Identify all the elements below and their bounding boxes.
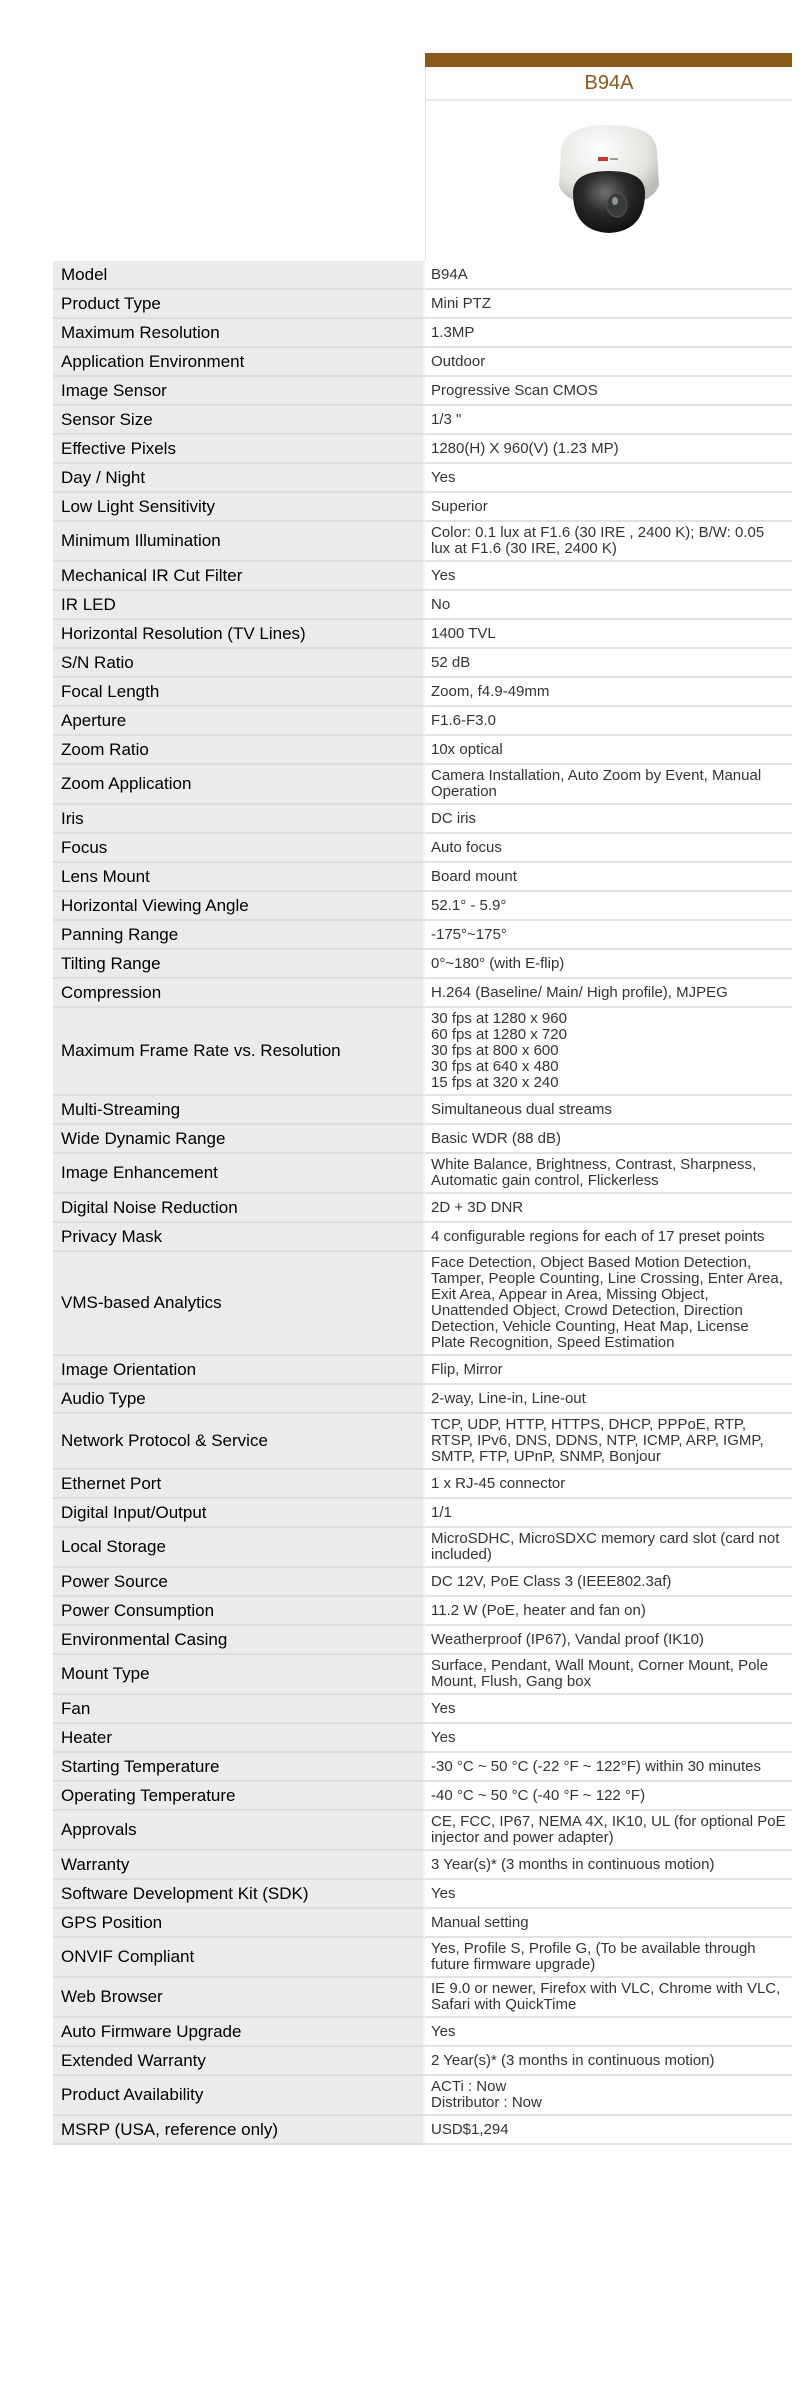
spec-value: Yes — [425, 562, 792, 591]
spec-row — [53, 261, 792, 290]
spec-label: IR LED — [53, 591, 425, 620]
spec-label: Lens Mount — [53, 863, 425, 892]
spec-label: Digital Input/Output — [53, 1499, 425, 1528]
spec-label: Auto Firmware Upgrade — [53, 2018, 425, 2047]
spec-value: Yes — [425, 464, 792, 493]
spec-row — [53, 736, 792, 765]
spec-label: Warranty — [53, 1851, 425, 1880]
spec-value: 2 Year(s)* (3 months in continuous motion) — [425, 2047, 792, 2076]
spec-value: DC iris — [425, 805, 792, 834]
spec-row — [53, 1811, 792, 1851]
spec-label: Product Type — [53, 290, 425, 319]
spec-row — [53, 1597, 792, 1626]
spec-row — [53, 1470, 792, 1499]
spec-label: Aperture — [53, 707, 425, 736]
spec-row — [53, 406, 792, 435]
spec-label: Image Orientation — [53, 1356, 425, 1385]
spec-label: Audio Type — [53, 1385, 425, 1414]
spec-value: 3 Year(s)* (3 months in continuous motion) — [425, 1851, 792, 1880]
spec-value: 0°~180° (with E-flip) — [425, 950, 792, 979]
spec-label: Focal Length — [53, 678, 425, 707]
spec-row — [53, 950, 792, 979]
spec-value: Yes — [425, 1724, 792, 1753]
spec-label: Horizontal Viewing Angle — [53, 892, 425, 921]
spec-row — [53, 464, 792, 493]
spec-row — [53, 1753, 792, 1782]
spec-label: Zoom Application — [53, 765, 425, 805]
spec-row — [53, 319, 792, 348]
spec-row — [53, 1568, 792, 1597]
dome-camera-image[interactable] — [553, 123, 665, 235]
spec-row — [53, 1938, 792, 1978]
spec-label: Maximum Resolution — [53, 319, 425, 348]
spec-label: Sensor Size — [53, 406, 425, 435]
spec-value: Progressive Scan CMOS — [425, 377, 792, 406]
spec-value: Mini PTZ — [425, 290, 792, 319]
spec-row — [53, 493, 792, 522]
spec-row — [53, 1655, 792, 1695]
spec-value: Camera Installation, Auto Zoom by Event, Manual Operation — [425, 765, 792, 805]
spec-row — [53, 1880, 792, 1909]
spec-row — [53, 290, 792, 319]
header-bar-row — [53, 53, 792, 67]
spec-label: Ethernet Port — [53, 1470, 425, 1499]
spec-label: Wide Dynamic Range — [53, 1125, 425, 1154]
spec-value: MicroSDHC, MicroSDXC memory card slot (card not included) — [425, 1528, 792, 1568]
spec-value: H.264 (Baseline/ Main/ High profile), MJPEG — [425, 979, 792, 1008]
spec-value: -175°~175° — [425, 921, 792, 950]
spec-label: Power Source — [53, 1568, 425, 1597]
spec-value: Color: 0.1 lux at F1.6 (30 IRE , 2400 K); B/W: 0.05 lux at F1.6 (30 IRE, 2400 K) — [425, 522, 792, 562]
spec-label: Minimum Illumination — [53, 522, 425, 562]
spec-label: Mount Type — [53, 1655, 425, 1695]
spec-value: Outdoor — [425, 348, 792, 377]
spec-row — [53, 649, 792, 678]
spec-row — [53, 1978, 792, 2018]
spec-row — [53, 805, 792, 834]
spec-label: Low Light Sensitivity — [53, 493, 425, 522]
spec-value: 1/3 " — [425, 406, 792, 435]
spec-value: 2-way, Line-in, Line-out — [425, 1385, 792, 1414]
spec-row — [53, 1356, 792, 1385]
spec-value: Yes — [425, 1880, 792, 1909]
spec-label: Heater — [53, 1724, 425, 1753]
spec-row — [53, 1851, 792, 1880]
spec-value: Manual setting — [425, 1909, 792, 1938]
spec-row — [53, 522, 792, 562]
spec-value: -40 °C ~ 50 °C (-40 °F ~ 122 °F) — [425, 1782, 792, 1811]
spec-row — [53, 2047, 792, 2076]
spec-row — [53, 1724, 792, 1753]
spec-row — [53, 1695, 792, 1724]
spec-value: CE, FCC, IP67, NEMA 4X, IK10, UL (for optional PoE injector and power adapter) — [425, 1811, 792, 1851]
spec-table — [53, 53, 792, 2145]
header-spacer — [53, 53, 425, 261]
spec-row — [53, 1528, 792, 1568]
spec-value: Weatherproof (IP67), Vandal proof (IK10) — [425, 1626, 792, 1655]
spec-value: Basic WDR (88 dB) — [425, 1125, 792, 1154]
spec-row — [53, 348, 792, 377]
spec-row — [53, 892, 792, 921]
spec-label: Image Sensor — [53, 377, 425, 406]
spec-value: 52.1° - 5.9° — [425, 892, 792, 921]
spec-label: Panning Range — [53, 921, 425, 950]
spec-label: ONVIF Compliant — [53, 1938, 425, 1978]
spec-label: Approvals — [53, 1811, 425, 1851]
spec-row — [53, 834, 792, 863]
spec-row — [53, 1252, 792, 1356]
spec-value: 1280(H) X 960(V) (1.23 MP) — [425, 435, 792, 464]
spec-value: 52 dB — [425, 649, 792, 678]
spec-value: TCP, UDP, HTTP, HTTPS, DHCP, PPPoE, RTP, RTSP, IPv6, DNS, DDNS, NTP, ICMP, ARP, IGMP, SMTP, FTP, UPnP, SNMP, Bonjour — [425, 1414, 792, 1470]
spec-label: Iris — [53, 805, 425, 834]
spec-value: 10x optical — [425, 736, 792, 765]
spec-value: 1400 TVL — [425, 620, 792, 649]
spec-label: Extended Warranty — [53, 2047, 425, 2076]
spec-label: Day / Night — [53, 464, 425, 493]
spec-label: Multi-Streaming — [53, 1096, 425, 1125]
spec-label: Network Protocol & Service — [53, 1414, 425, 1470]
spec-value: Face Detection, Object Based Motion Detection, Tamper, People Counting, Line Crossing, Enter Area, Exit Area, Appear in Area, Missing Object, Unattended Object, Crowd Detection, Direction Detection, Vehicle Counting, Heat Map, License Plate Recognition, Speed Estimation — [425, 1252, 792, 1356]
spec-label: S/N Ratio — [53, 649, 425, 678]
spec-row — [53, 1154, 792, 1194]
spec-value: Simultaneous dual streams — [425, 1096, 792, 1125]
spec-value: B94A — [425, 261, 792, 290]
spec-row — [53, 435, 792, 464]
spec-label: Effective Pixels — [53, 435, 425, 464]
spec-label: GPS Position — [53, 1909, 425, 1938]
spec-value: White Balance, Brightness, Contrast, Sharpness, Automatic gain control, Flickerless — [425, 1154, 792, 1194]
spec-value: IE 9.0 or newer, Firefox with VLC, Chrome with VLC, Safari with QuickTime — [425, 1978, 792, 2018]
spec-value: Flip, Mirror — [425, 1356, 792, 1385]
spec-row — [53, 2076, 792, 2116]
spec-value: Yes — [425, 1695, 792, 1724]
spec-value: Auto focus — [425, 834, 792, 863]
spec-row — [53, 979, 792, 1008]
spec-label: Focus — [53, 834, 425, 863]
spec-value: ACTi : Now Distributor : Now — [425, 2076, 792, 2116]
spec-row — [53, 1414, 792, 1470]
spec-label: Software Development Kit (SDK) — [53, 1880, 425, 1909]
spec-row — [53, 863, 792, 892]
spec-value: 2D + 3D DNR — [425, 1194, 792, 1223]
spec-label: Tilting Range — [53, 950, 425, 979]
spec-label: Horizontal Resolution (TV Lines) — [53, 620, 425, 649]
spec-row — [53, 1626, 792, 1655]
spec-value: USD$1,294 — [425, 2116, 792, 2145]
spec-row — [53, 1008, 792, 1096]
spec-row — [53, 620, 792, 649]
spec-row — [53, 2018, 792, 2047]
spec-value: 1 x RJ-45 connector — [425, 1470, 792, 1499]
spec-label: Maximum Frame Rate vs. Resolution — [53, 1008, 425, 1096]
spec-value: DC 12V, PoE Class 3 (IEEE802.3af) — [425, 1568, 792, 1597]
spec-row — [53, 377, 792, 406]
spec-value: 11.2 W (PoE, heater and fan on) — [425, 1597, 792, 1626]
spec-value: 1.3MP — [425, 319, 792, 348]
spec-row — [53, 1096, 792, 1125]
spec-row — [53, 562, 792, 591]
spec-row — [53, 707, 792, 736]
spec-value: Surface, Pendant, Wall Mount, Corner Mount, Pole Mount, Flush, Gang box — [425, 1655, 792, 1695]
spec-value: Superior — [425, 493, 792, 522]
spec-value: -30 °C ~ 50 °C (-22 °F ~ 122°F) within 30 minutes — [425, 1753, 792, 1782]
spec-row — [53, 1909, 792, 1938]
spec-row — [53, 2116, 792, 2145]
spec-row — [53, 591, 792, 620]
brand-bar — [425, 53, 792, 67]
spec-label: Web Browser — [53, 1978, 425, 2018]
spec-value: 4 configurable regions for each of 17 preset points — [425, 1223, 792, 1252]
spec-row — [53, 678, 792, 707]
spec-label: Application Environment — [53, 348, 425, 377]
spec-label: Digital Noise Reduction — [53, 1194, 425, 1223]
spec-label: Image Enhancement — [53, 1154, 425, 1194]
spec-label: Zoom Ratio — [53, 736, 425, 765]
product-title[interactable]: B94A — [425, 67, 792, 101]
spec-label: Local Storage — [53, 1528, 425, 1568]
spec-value: Yes — [425, 2018, 792, 2047]
spec-value: 1/1 — [425, 1499, 792, 1528]
spec-row — [53, 1385, 792, 1414]
spec-label: Product Availability — [53, 2076, 425, 2116]
spec-row — [53, 1125, 792, 1154]
spec-label: Mechanical IR Cut Filter — [53, 562, 425, 591]
spec-label: Power Consumption — [53, 1597, 425, 1626]
spec-value: Zoom, f4.9-49mm — [425, 678, 792, 707]
spec-label: Operating Temperature — [53, 1782, 425, 1811]
spec-label: Fan — [53, 1695, 425, 1724]
spec-label: Model — [53, 261, 425, 290]
spec-label: Compression — [53, 979, 425, 1008]
spec-value: Board mount — [425, 863, 792, 892]
spec-label: VMS-based Analytics — [53, 1252, 425, 1356]
spec-row — [53, 1782, 792, 1811]
product-image-cell — [425, 101, 792, 261]
spec-value: 30 fps at 1280 x 960 60 fps at 1280 x 720 30 fps at 800 x 600 30 fps at 640 x 480 15 fps at 320 x 240 — [425, 1008, 792, 1096]
spec-label: MSRP (USA, reference only) — [53, 2116, 425, 2145]
spec-row — [53, 1223, 792, 1252]
spec-row — [53, 1499, 792, 1528]
spec-value: F1.6-F3.0 — [425, 707, 792, 736]
spec-label: Starting Temperature — [53, 1753, 425, 1782]
spec-label: Privacy Mask — [53, 1223, 425, 1252]
spec-row — [53, 765, 792, 805]
spec-label: Environmental Casing — [53, 1626, 425, 1655]
spec-row — [53, 1194, 792, 1223]
spec-value: Yes, Profile S, Profile G, (To be available through future firmware upgrade) — [425, 1938, 792, 1978]
spec-row — [53, 921, 792, 950]
spec-value: No — [425, 591, 792, 620]
